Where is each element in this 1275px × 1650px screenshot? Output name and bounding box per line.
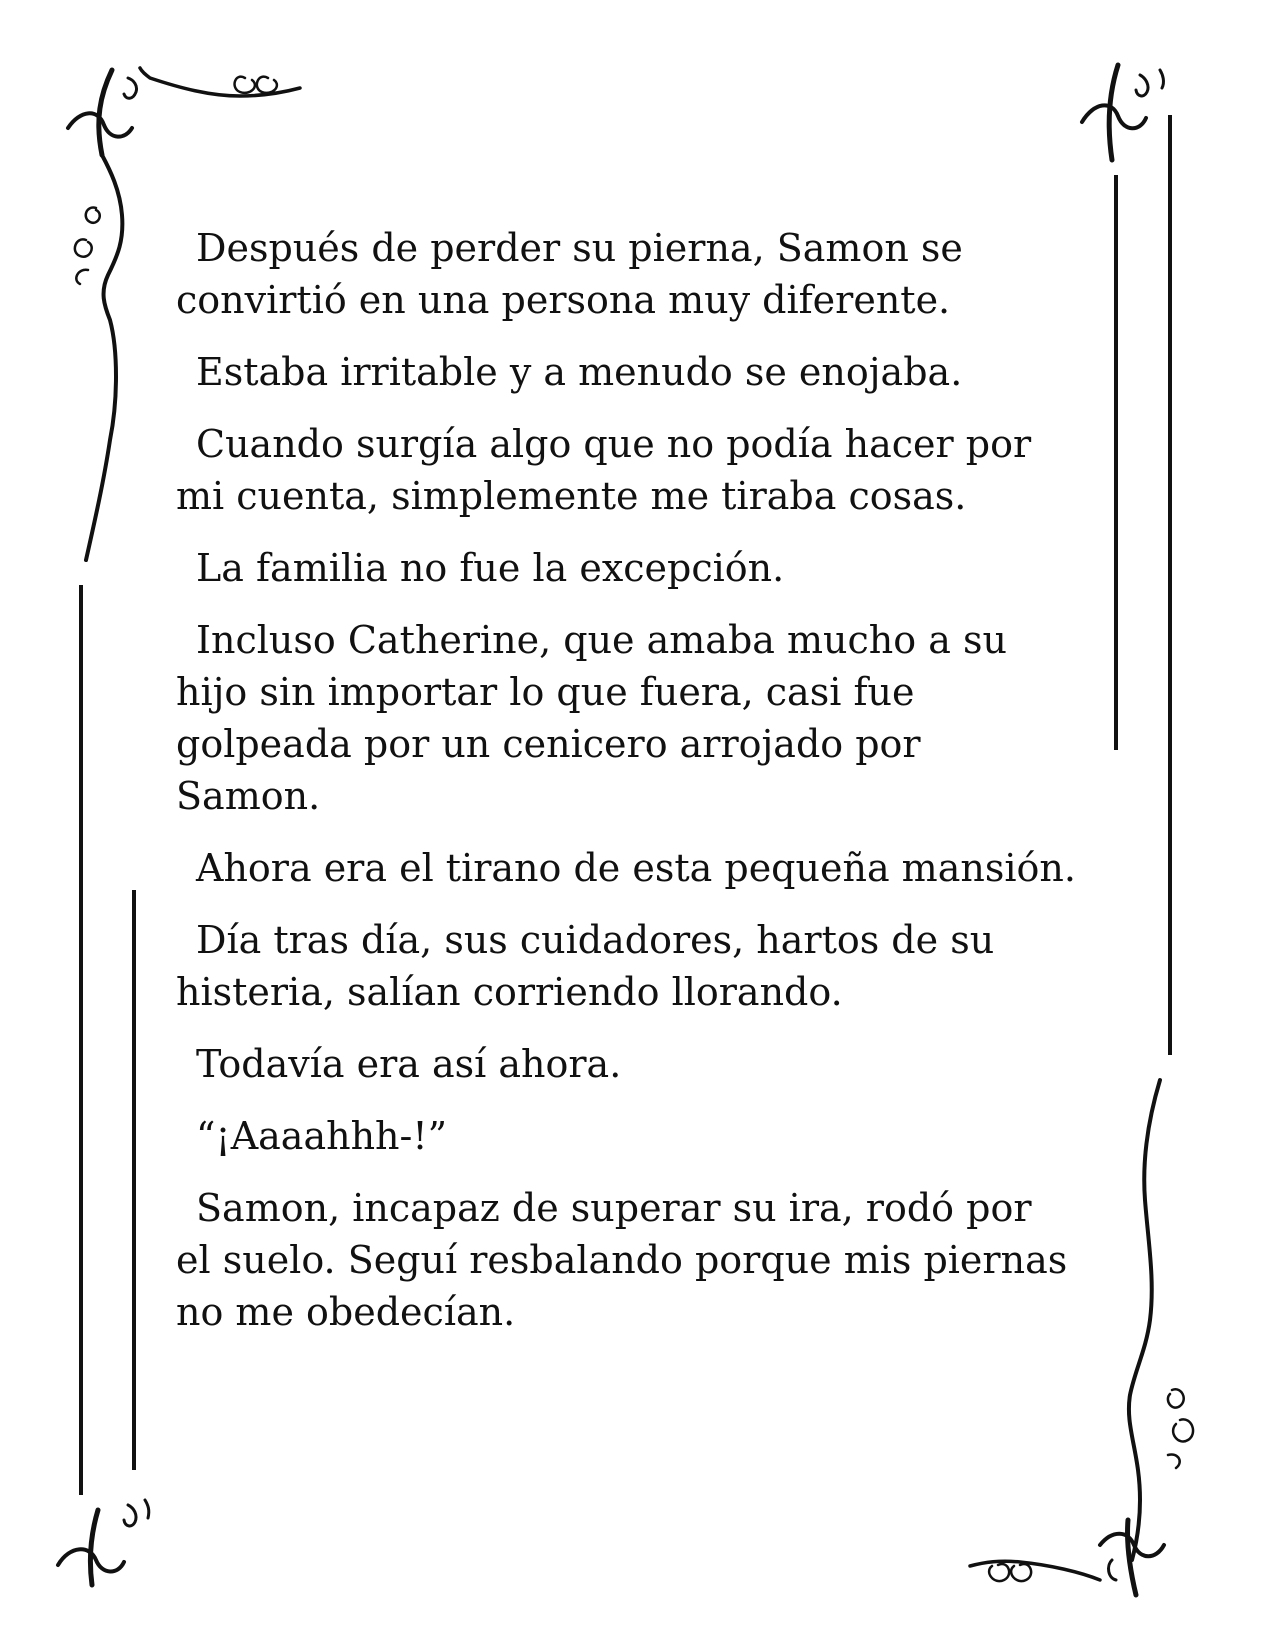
flourish-bottom-left-icon — [58, 1500, 149, 1585]
paragraph-7: Día tras día, sus cuidadores, hartos de su histeria, salían corriendo llorando. — [176, 918, 995, 1014]
flourish-top-right-icon — [1082, 65, 1163, 160]
paragraph-1: Después de perder su pierna, Samon se convirtió en una persona muy diferente. — [176, 226, 963, 322]
paragraph-9: “¡Aaaahhh-!” — [196, 1114, 448, 1158]
paragraph-6: Ahora era el tirano de esta pequeña mansión. — [196, 846, 1076, 890]
paragraph-8: Todavía era así ahora. — [196, 1042, 622, 1086]
paragraph-5: Incluso Catherine, que amaba mucho a su hijo sin importar lo que fuera, casi fue golpeada por un cenicero arrojado por Samon. — [176, 618, 1007, 818]
story-text — [176, 222, 1076, 1358]
paragraph-2: Estaba irritable y a menudo se enojaba. — [196, 350, 963, 394]
paragraph-4: La familia no fue la excepción. — [196, 546, 785, 590]
paragraph-3: Cuando surgía algo que no podía hacer por mi cuenta, simplemente me tiraba cosas. — [176, 422, 1032, 518]
paragraph-10: Samon, incapaz de superar su ira, rodó por el suelo. Seguí resbalando porque mis piernas no me obedecían. — [176, 1186, 1068, 1334]
